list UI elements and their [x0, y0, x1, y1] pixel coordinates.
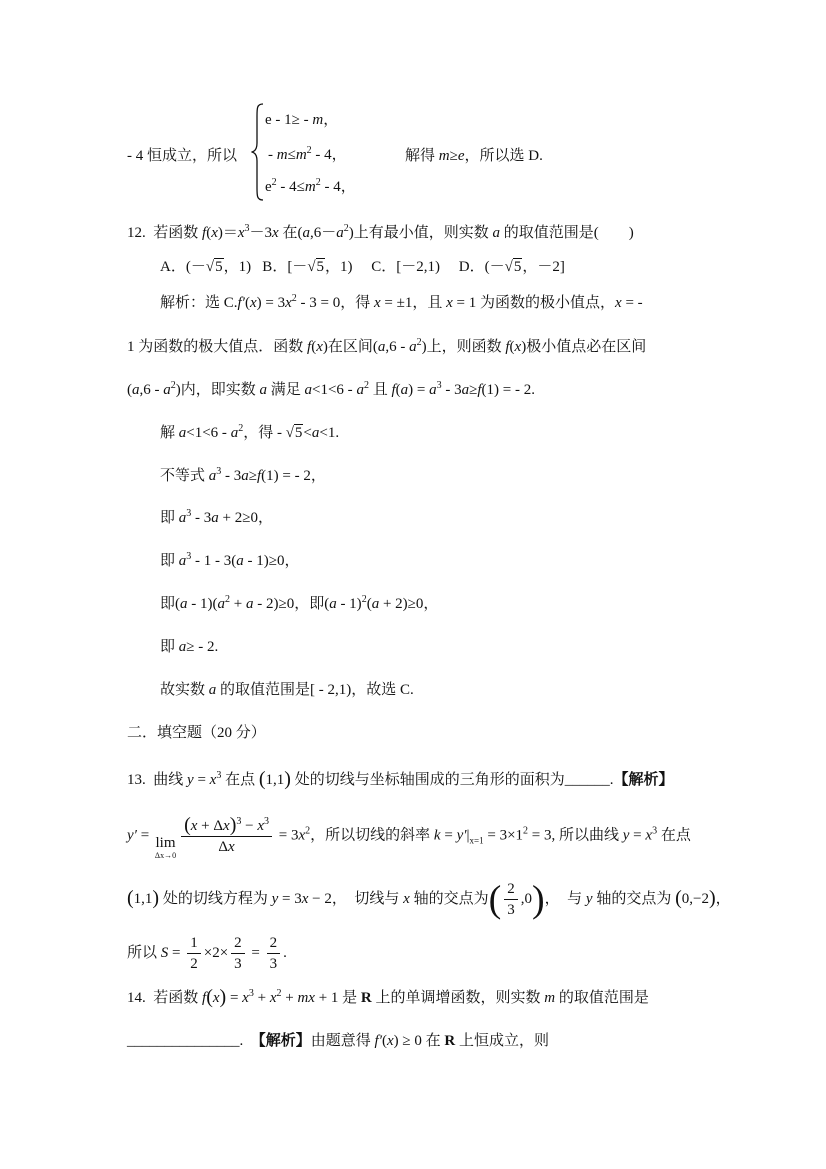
text-run: 3	[269, 956, 278, 972]
math-variable: a	[461, 382, 470, 398]
text-run: - 1)≥0，	[243, 553, 300, 569]
text-run: 轴的交点为	[592, 890, 676, 907]
text-run: (	[381, 1033, 387, 1049]
text-run: - 1)	[336, 596, 362, 612]
superscript: 3	[248, 988, 254, 999]
text-run: 即	[160, 510, 179, 526]
math-variable: m	[312, 112, 324, 128]
text-run: )在区间(	[322, 339, 378, 355]
fraction-numerator	[231, 933, 245, 954]
text-run: = 3, 所以曲线	[528, 827, 623, 844]
parenthesis: (	[127, 886, 134, 909]
text-run: 所以	[127, 944, 161, 961]
system-row-2	[268, 145, 347, 165]
text-run: (	[244, 295, 250, 311]
q12-analysis-line-2	[127, 337, 646, 357]
text-run: e	[265, 179, 272, 195]
text-run: 即	[160, 639, 179, 655]
text-run: 轴的交点为	[409, 890, 489, 907]
q12-options	[160, 257, 565, 277]
superscript: 3	[216, 466, 222, 477]
math-variable: x	[223, 818, 230, 834]
math-variable: x	[374, 295, 381, 311]
math-variable: a	[329, 596, 337, 612]
text-run: 即	[160, 553, 179, 569]
math-variable: x	[190, 818, 198, 834]
superscript: 2	[361, 594, 367, 605]
math-variable: x	[386, 1033, 394, 1049]
q13-solution-line-1	[127, 815, 691, 861]
math-variable: x	[242, 990, 249, 1006]
math-variable: a	[429, 382, 437, 398]
text-run: - 4，	[320, 179, 356, 195]
fraction-denominator	[187, 954, 201, 974]
text-run: 且	[368, 382, 392, 398]
text-run: +	[281, 990, 298, 1006]
text-run: 上的单调增函数，则实数	[371, 990, 545, 1006]
text-run: (	[509, 339, 515, 355]
math-variable: f′	[374, 1033, 382, 1049]
text-run: ,6 -	[139, 382, 164, 398]
text-run: <1<6 -	[312, 382, 357, 398]
parenthesis: (	[206, 986, 213, 1008]
text-run: ，1) C．[－2,1) D．(－	[325, 259, 505, 275]
text-run: 解	[160, 425, 179, 441]
text-run: |	[466, 827, 470, 844]
section-title	[127, 723, 266, 743]
text-run: 0,−2	[681, 890, 709, 907]
text-run: -	[268, 147, 277, 163]
text-run: - 4≤	[276, 179, 305, 195]
math-variable: a	[163, 382, 171, 398]
math-variable: x	[301, 890, 309, 907]
fraction	[231, 933, 245, 974]
text-run: 12. 若函数	[127, 225, 203, 241]
q12-analysis-line-3	[127, 380, 535, 400]
text-run: (1) = - 2，	[261, 468, 326, 484]
text-run: ≥	[469, 382, 478, 398]
text-run: 不等式	[160, 468, 209, 484]
math-variable: x	[615, 295, 622, 311]
parenthesis: )	[152, 886, 160, 909]
text-run: )上有最小值，则实数	[348, 225, 493, 241]
math-variable: a	[400, 382, 409, 398]
fraction-denominator	[504, 900, 518, 920]
math-variable: a	[302, 225, 310, 241]
math-variable: x	[316, 339, 323, 355]
limit-word: lim	[155, 835, 176, 852]
fraction	[267, 933, 281, 974]
math-variable: x	[212, 990, 220, 1006]
text-run: - 1)(	[187, 596, 218, 612]
text-run: 1 为函数的极大值点．函数	[127, 339, 308, 355]
math-variable: a	[178, 553, 187, 569]
fraction-denominator	[267, 954, 281, 974]
math-variable: y	[622, 827, 630, 844]
math-variable: f	[202, 990, 207, 1006]
math-variable: a	[377, 339, 386, 355]
math-variable: a	[304, 382, 313, 398]
math-variable: x	[298, 827, 306, 844]
text-run: ,6－	[309, 225, 337, 241]
text-run: (	[311, 339, 317, 355]
math-variable: f	[307, 339, 312, 355]
superscript: 3	[186, 551, 192, 562]
fraction	[504, 879, 518, 920]
radicand: 5	[316, 259, 325, 275]
parenthesis: (	[184, 814, 191, 836]
text-run: <1<6 -	[186, 425, 231, 441]
parenthesis: (	[675, 886, 682, 909]
math-variable: m	[295, 147, 307, 163]
radicand: 5	[215, 259, 223, 275]
text-run: = ±1，且	[380, 295, 447, 311]
text-run: = 3	[278, 890, 302, 907]
text-run: 处的切线与坐标轴围成的三角形的面积为______.	[290, 772, 614, 788]
q11-result	[405, 146, 543, 166]
math-variable: a	[356, 382, 364, 398]
text-run: 在点	[657, 827, 691, 844]
math-variable: a	[245, 596, 254, 612]
text-run: 1,1	[265, 772, 285, 788]
text-run: (	[127, 382, 132, 398]
text-run: + 1 是	[314, 990, 361, 1006]
q12-analysis-line-9	[160, 637, 218, 657]
text-run: 故实数	[160, 682, 209, 698]
q12-analysis-line-6	[160, 508, 273, 528]
square-root	[286, 424, 304, 441]
text-run: =	[629, 827, 646, 844]
radicand: 5	[513, 259, 522, 275]
superscript: 2	[523, 825, 529, 837]
math-variable: mx	[297, 990, 315, 1006]
superscript: 3	[236, 816, 242, 827]
text-run: 由题意得	[310, 1033, 375, 1049]
text-run: (	[366, 596, 372, 612]
square-root	[206, 258, 224, 275]
text-run: + 2≥0，	[218, 510, 273, 526]
math-variable: x	[514, 339, 522, 355]
text-run: ×2×	[203, 944, 229, 961]
superscript: 2	[276, 988, 282, 999]
bold-text: 【解析】	[613, 772, 674, 788]
text-run: e - 1≥ -	[265, 112, 313, 128]
q12-analysis-line-10	[160, 680, 414, 700]
math-variable: x	[645, 827, 653, 844]
text-run: 在(	[278, 225, 303, 241]
text-run: =	[247, 944, 264, 961]
text-run: =	[193, 772, 210, 788]
math-variable: x	[228, 839, 235, 855]
bold-text: 【解析】	[250, 1033, 311, 1049]
math-variable: y′	[456, 827, 467, 844]
subscript: x=1	[469, 835, 484, 846]
text-run: ，	[715, 890, 731, 907]
system-row-1	[265, 110, 338, 130]
text-run: - 4 恒成立，所以	[127, 148, 237, 164]
math-variable: f	[505, 339, 510, 355]
text-run: (1) = - 2.	[481, 382, 535, 398]
math-variable: m	[304, 179, 316, 195]
superscript: 2	[225, 594, 230, 605]
q12-stem	[127, 223, 634, 243]
math-variable: y	[187, 772, 194, 788]
math-variable: a	[208, 682, 217, 698]
text-run: ) ≥ 0 在	[393, 1033, 445, 1049]
text-run: −	[241, 818, 258, 834]
fraction-numerator	[181, 815, 272, 837]
text-run: 解得	[405, 148, 439, 164]
q14-stem	[127, 987, 649, 1008]
q13-solution-line-2	[127, 879, 731, 920]
fraction	[187, 933, 201, 974]
text-run: - 1 - 3(	[191, 553, 237, 569]
q13-solution-line-3	[127, 933, 287, 974]
text-run: 满足	[267, 382, 305, 398]
text-run: =	[440, 827, 457, 844]
text-run: )＝	[217, 225, 238, 241]
math-variable: y	[271, 890, 279, 907]
square-root	[505, 258, 523, 275]
math-variable: a	[178, 510, 187, 526]
text-run: 2	[269, 935, 278, 951]
math-variable: x	[403, 890, 410, 907]
text-run: (	[206, 225, 212, 241]
fraction-numerator	[187, 933, 201, 954]
text-run: ，	[323, 112, 339, 128]
text-run: = -	[621, 295, 643, 311]
text-run: - 3	[191, 510, 212, 526]
system-row-3	[265, 177, 356, 197]
text-run: )上，则函数	[421, 339, 506, 355]
math-variable: x	[257, 818, 265, 834]
text-run: <1.	[319, 425, 340, 441]
text-run: ,0	[520, 890, 532, 907]
superscript: 2	[271, 177, 277, 188]
superscript: 3	[244, 223, 250, 234]
fraction-denominator	[215, 837, 237, 857]
text-run: - 3 = 0，得	[296, 295, 374, 311]
superscript: 2	[343, 223, 349, 234]
math-variable: a	[311, 425, 320, 441]
text-run: 3	[234, 956, 242, 972]
superscript: 2	[291, 293, 297, 304]
text-run: 1,1	[133, 890, 153, 907]
q12-analysis-line-7	[160, 551, 300, 571]
text-run: <	[303, 425, 312, 441]
math-variable: f	[202, 225, 207, 241]
parenthesis: )	[708, 886, 716, 909]
text-run: ) = 3	[256, 295, 286, 311]
text-run: 即(	[160, 596, 180, 612]
parenthesis: )	[219, 986, 227, 1008]
superscript: 2	[238, 423, 244, 434]
text-run: 的取值范围是[ - 2,1)，故选 C.	[216, 682, 414, 698]
q12-analysis-line-4	[160, 423, 339, 443]
text-run: ) =	[408, 382, 430, 398]
math-variable: m	[276, 147, 288, 163]
bold-text: R	[444, 1033, 456, 1049]
bold-text: R	[360, 990, 372, 1006]
math-variable: a	[336, 225, 344, 241]
superscript: 3	[264, 816, 270, 827]
q12-analysis-line-5	[160, 466, 326, 486]
text-run: = 1 为函数的极小值点，	[452, 295, 616, 311]
math-variable: x	[211, 225, 218, 241]
math-variable: a	[178, 639, 187, 655]
text-run: Δ	[218, 839, 229, 855]
limit-subscript: Δx→0	[154, 851, 177, 861]
math-variable: a	[371, 596, 380, 612]
parenthesis: )	[229, 814, 237, 836]
text-run: ，－2]	[522, 259, 565, 275]
text-run: )极小值点必在区间	[521, 339, 647, 355]
limit-operator	[155, 835, 176, 861]
math-variable: a	[492, 225, 500, 241]
text-run: 的取值范围是( )	[499, 225, 634, 241]
text-run: =	[226, 990, 243, 1006]
math-variable: x	[209, 772, 217, 788]
text-run: ，所以选 D.	[464, 148, 543, 164]
text-run: +	[230, 596, 246, 612]
math-variable: a	[409, 339, 417, 355]
text-run: A．(－	[160, 259, 206, 275]
math-variable: x	[249, 295, 257, 311]
text-run: − 2， 切线与	[308, 890, 404, 907]
text-run: 14. 若函数	[127, 990, 203, 1006]
math-variable: y	[585, 890, 593, 907]
text-run: )内，即实数	[175, 382, 260, 398]
math-variable: a	[208, 468, 217, 484]
fraction-numerator	[267, 933, 281, 954]
square-root	[307, 258, 325, 275]
text-run: - 4，	[311, 147, 347, 163]
text-run: 在点	[221, 772, 259, 788]
text-run: 1	[190, 935, 198, 951]
text-run: 2	[234, 935, 242, 951]
math-variable: x	[285, 295, 292, 311]
text-run: ≥ - 2.	[186, 639, 219, 655]
text-run: 13. 曲线	[127, 772, 188, 788]
radicand: 5	[294, 425, 303, 441]
q12-analysis-line-8	[160, 594, 438, 614]
text-run: .	[283, 944, 287, 961]
math-variable: m	[544, 990, 556, 1006]
large-parenthesis: (	[488, 878, 502, 921]
superscript: 3	[186, 508, 192, 519]
text-run: - 3	[221, 468, 242, 484]
text-run: ≥	[248, 468, 257, 484]
math-variable: y′	[127, 827, 137, 844]
text-run: －3	[249, 225, 273, 241]
math-variable: f	[257, 468, 262, 484]
text-run: 处的切线方程为	[159, 890, 272, 907]
text-run: (	[395, 382, 401, 398]
text-run: =	[168, 944, 185, 961]
text-run: 2	[507, 881, 515, 897]
math-variable: a	[132, 382, 140, 398]
text-run: ≥	[449, 148, 458, 164]
math-variable: a	[211, 510, 219, 526]
q11-lead-text	[127, 146, 237, 166]
math-variable: k	[433, 827, 441, 844]
math-variable: x	[446, 295, 453, 311]
text-run: + Δ	[197, 818, 224, 834]
superscript: 2	[306, 145, 312, 156]
text-run: = 3×1	[483, 827, 524, 844]
superscript: 3	[216, 770, 222, 781]
math-variable: a	[180, 596, 188, 612]
math-variable: x	[237, 225, 245, 241]
text-run: ，1) B．[－	[223, 259, 308, 275]
superscript: 2	[416, 337, 422, 348]
text-run: 解析：选 C.	[160, 295, 238, 311]
math-variable: x	[272, 225, 279, 241]
math-variable: f′	[237, 295, 245, 311]
math-variable: x	[269, 990, 277, 1006]
text-run: 2	[190, 956, 198, 972]
text-run: 上恒成立，则	[455, 1033, 549, 1049]
text-run: - 3	[441, 382, 462, 398]
parenthesis: )	[284, 768, 291, 790]
superscript: 2	[363, 380, 369, 391]
superscript: 3	[436, 380, 442, 391]
text-run: 的取值范围是	[555, 990, 649, 1006]
text-run: ，所以切线的斜率	[310, 827, 434, 844]
text-run: _______________.	[127, 1033, 251, 1049]
math-variable: a	[230, 425, 239, 441]
text-run: = 3	[275, 827, 299, 844]
superscript: 3	[652, 825, 658, 837]
math-variable: a	[178, 425, 187, 441]
superscript: 2	[315, 177, 321, 188]
q12-analysis-line-1	[160, 293, 643, 313]
q14-line-2	[127, 1031, 549, 1051]
text-run: ，得 -	[243, 425, 286, 441]
text-run: ， 与	[544, 890, 586, 907]
math-variable: a	[217, 596, 225, 612]
math-variable: a	[259, 382, 267, 398]
parenthesis: (	[258, 768, 266, 790]
text-run: ≤	[287, 147, 296, 163]
fraction-numerator	[504, 879, 518, 900]
text-run: 3	[507, 902, 515, 918]
text-run: + 2)≥0，	[379, 596, 439, 612]
math-variable: f	[477, 382, 482, 398]
fraction	[181, 815, 272, 857]
math-variable: a	[241, 468, 249, 484]
math-variable: S	[160, 944, 169, 961]
math-variable: a	[236, 553, 244, 569]
q13-stem	[127, 769, 673, 790]
fraction-denominator	[231, 954, 245, 974]
large-parenthesis: )	[531, 878, 545, 921]
text-run: =	[136, 827, 153, 844]
text-run: 二．填空题（20 分）	[127, 725, 266, 741]
math-variable: m	[438, 148, 450, 164]
superscript: 2	[170, 380, 176, 391]
math-variable: e	[457, 148, 465, 164]
math-variable: f	[391, 382, 396, 398]
text-run: ,6 -	[385, 339, 410, 355]
brace-symbol	[250, 103, 266, 201]
text-run: +	[253, 990, 270, 1006]
text-run: - 2)≥0，即(	[253, 596, 330, 612]
superscript: 2	[305, 825, 311, 837]
